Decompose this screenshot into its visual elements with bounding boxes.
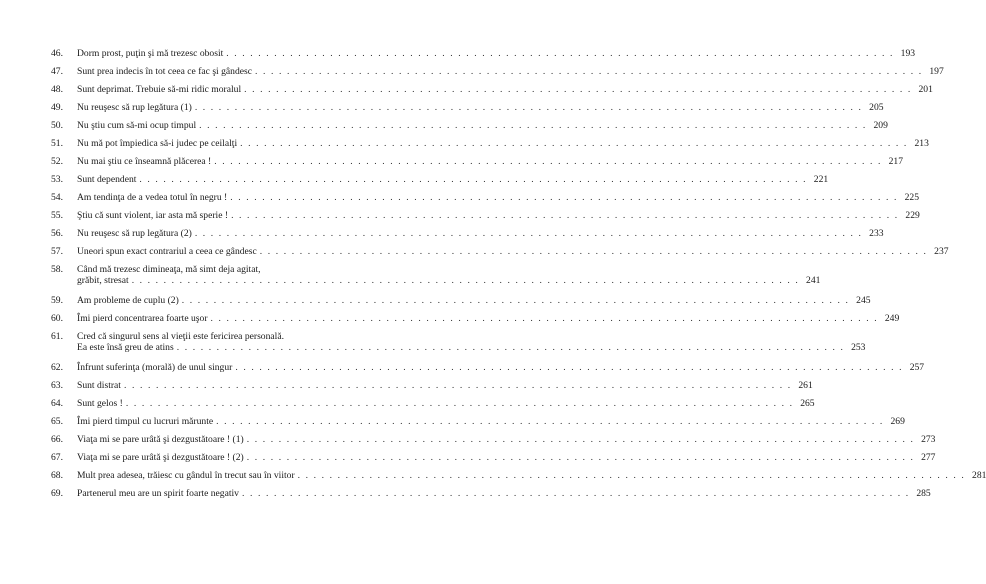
entry-number: 64.: [51, 398, 63, 409]
entry-title: Uneori spun exact contrariul a ceea ce gândesc: [77, 246, 257, 257]
page-number: 193: [900, 48, 916, 59]
entry-title: Partenerul meu are un spirit foarte negativ: [77, 488, 239, 499]
toc-entry: [51, 138, 929, 149]
dot-leader: . . . . . . . . . . . . . . . . . . . . . . . . . . . . . . . . . . . . . . . . . . . . . . . . . . . . . . . . . . . . . . . . . . . . . . . . . . . . . . . . . . . .: [246, 452, 915, 463]
dot-leader: . . . . . . . . . . . . . . . . . . . . . . . . . . . . . . . . . . . . . . . . . . . . . . . . . . . . . . . . . . . . . . . . . . . . . . . . . . . . . . . . . . . .: [181, 295, 850, 306]
dot-leader: . . . . . . . . . . . . . . . . . . . . . . . . . . . . . . . . . . . . . . . . . . . . . . . . . . . . . . . . . . . . . . . . . . . . . . . . . . . . . . . . . . . .: [176, 342, 845, 354]
entry-number: 63.: [51, 380, 63, 391]
dot-leader: . . . . . . . . . . . . . . . . . . . . . . . . . . . . . . . . . . . . . . . . . . . . . . . . . . . . . . . . . . . . . . . . . . . . . . . . . . . . . . . . . . . .: [240, 138, 908, 149]
entry-number: 68.: [51, 470, 63, 481]
page-number: 209: [873, 120, 888, 131]
entry-title: Nu reuşesc să rup legătura (2): [77, 228, 192, 239]
toc-entry: [51, 470, 986, 481]
dot-leader: . . . . . . . . . . . . . . . . . . . . . . . . . . . . . . . . . . . . . . . . . . . . . . . . . . . . . . . . . . . . . . . . . . . . . . . . . . . . . . . . . . . .: [123, 380, 792, 391]
entry-number: 62.: [51, 362, 63, 373]
toc-entry: [51, 452, 936, 463]
entry-number: 48.: [51, 84, 63, 95]
page-number: 277: [921, 452, 936, 463]
page-number: 205: [869, 102, 884, 113]
entry-title: Am tendinţa de a vedea totul în negru !: [77, 192, 228, 203]
entry-title: Dorm prost, puţin şi mă trezesc obosit: [77, 48, 224, 59]
toc-entry: [51, 174, 829, 185]
entry-title: Viaţa mi se pare urâtă şi dezgustătoare ! (2): [77, 452, 244, 463]
entry-title: Îmi pierd timpul cu lucruri mărunte: [77, 416, 214, 427]
entry-number: 61.: [51, 331, 63, 342]
toc-entry: [51, 434, 936, 445]
entry-number: 67.: [51, 452, 63, 463]
entry-number: 46.: [51, 48, 63, 59]
dot-leader: . . . . . . . . . . . . . . . . . . . . . . . . . . . . . . . . . . . . . . . . . . . . . . . . . . . . . . . . . . . . . . . . . . . . . . . . . . . . . . . . . . . .: [246, 434, 915, 445]
toc-entry: [51, 120, 888, 131]
toc-entry: [51, 380, 813, 391]
entry-number: 69.: [51, 488, 63, 499]
dot-leader: . . . . . . . . . . . . . . . . . . . . . . . . . . . . . . . . . . . . . . . . . . . . . . . . . . . . . . . . . . . . . . . . . . . . . . . . . . . . . . . . . . . .: [199, 120, 867, 131]
page-number: 273: [921, 434, 936, 445]
page-number: 269: [890, 416, 905, 427]
entry-number: 51.: [51, 138, 63, 149]
toc-entry: [51, 416, 905, 427]
toc-entry: [51, 102, 884, 113]
entry-number: 58.: [51, 264, 63, 275]
entry-number: 66.: [51, 434, 63, 445]
entry-number: 47.: [51, 66, 63, 77]
entry-title: Nu reuşesc să rup legătura (1): [77, 102, 192, 113]
entry-title: Sunt dependent: [77, 174, 137, 185]
page-number: 233: [869, 228, 884, 239]
entry-title: Viaţa mi se pare urâtă şi dezgustătoare ! (1): [77, 434, 244, 445]
dot-leader: . . . . . . . . . . . . . . . . . . . . . . . . . . . . . . . . . . . . . . . . . . . . . . . . . . . . . . . . . . . . . . . . . . . . . . . . . . . . . . . . . . . .: [259, 246, 928, 257]
toc-entry: [51, 331, 866, 354]
dot-leader: . . . . . . . . . . . . . . . . . . . . . . . . . . . . . . . . . . . . . . . . . . . . . . . . . . . . . . . . . . . . . . . . . . . . . . . . . . . . . . . . . . . .: [125, 398, 794, 409]
entry-number: 49.: [51, 102, 63, 113]
toc-entry: [51, 246, 949, 257]
page-number: 217: [888, 156, 904, 167]
page-number: 229: [905, 210, 920, 221]
entry-title: Sunt distrat: [77, 380, 121, 391]
page-number: 213: [914, 138, 929, 149]
entry-number: 65.: [51, 416, 63, 427]
entry-number: 53.: [51, 174, 63, 185]
entry-title: Când mă trezesc dimineaţa, mă simt deja agitat,: [77, 264, 261, 275]
dot-leader: . . . . . . . . . . . . . . . . . . . . . . . . . . . . . . . . . . . . . . . . . . . . . . . . . . . . . . . . . . . . . . . . . . . . . . . . . . . . . . . . . . . .: [230, 192, 899, 203]
entry-title: grăbit, stresat: [77, 275, 129, 287]
entry-title: Nu mai ştiu ce înseamnă plăcerea !: [77, 156, 212, 167]
entry-number: 54.: [51, 192, 63, 203]
dot-leader: . . . . . . . . . . . . . . . . . . . . . . . . . . . . . . . . . . . . . . . . . . . . . . . . . . . . . . . . . . . . . . . . . . . . . . . . . . . . . . . . . . . .: [241, 488, 910, 499]
dot-leader: . . . . . . . . . . . . . . . . . . . . . . . . . . . . . . . . . . . . . . . . . . . . . . . . . . . . . . . . . . . . . . . . . . . . . . . . . . . . . . . . . . . .: [210, 313, 879, 324]
page-number: 197: [929, 66, 944, 77]
entry-title: Sunt deprimat. Trebuie să-mi ridic moralul: [77, 84, 242, 95]
entry-title: Ştiu că sunt violent, iar asta mă sperie !: [77, 210, 229, 221]
dot-leader: . . . . . . . . . . . . . . . . . . . . . . . . . . . . . . . . . . . . . . . . . . . . . . . . . . . . . . . . . . . . . . . . . . . . . . . . . . . . . . . . . . . .: [255, 66, 923, 77]
dot-leader: . . . . . . . . . . . . . . . . . . . . . . . . . . . . . . . . . . . . . . . . . . . . . . . . . . . . . . . . . . . . . . . . . . . . . . . . . . . . . . . . . . . .: [131, 275, 800, 287]
entry-number: 50.: [51, 120, 63, 131]
entry-number: 59.: [51, 295, 63, 306]
toc-entry: [51, 192, 920, 203]
entry-title: Am probleme de cuplu (2): [77, 295, 179, 306]
toc-entry: [51, 228, 884, 239]
toc-entry: [51, 488, 931, 499]
toc-entry: [51, 295, 871, 306]
page-number: 253: [851, 342, 866, 354]
dot-leader: . . . . . . . . . . . . . . . . . . . . . . . . . . . . . . . . . . . . . . . . . . . . . . . . . . . . . . . . . . . . . . . . . . . . . . . . . . . . . . . . . . . .: [194, 102, 863, 113]
page-number: 225: [904, 192, 920, 203]
entry-title: Cred că singurul sens al vieţii este fericirea personală.: [77, 331, 284, 342]
toc-entry: [51, 313, 900, 324]
entry-title: Ea este însă greu de atins: [77, 342, 174, 354]
toc-entry: [51, 210, 920, 221]
entry-number: 60.: [51, 313, 63, 324]
toc-entry: [51, 48, 916, 59]
entry-title: Îmi pierd concentrarea foarte uşor: [77, 313, 208, 324]
dot-leader: . . . . . . . . . . . . . . . . . . . . . . . . . . . . . . . . . . . . . . . . . . . . . . . . . . . . . . . . . . . . . . . . . . . . . . . . . . . . . . . . . . . .: [214, 156, 883, 167]
entry-title: Înfrunt suferinţa (morală) de unul singur: [77, 362, 233, 373]
dot-leader: . . . . . . . . . . . . . . . . . . . . . . . . . . . . . . . . . . . . . . . . . . . . . . . . . . . . . . . . . . . . . . . . . . . . . . . . . . . . . . . . . . . .: [139, 174, 808, 185]
page-number: 281: [972, 470, 986, 481]
page-number: 221: [813, 174, 829, 185]
entry-title: Sunt gelos !: [77, 398, 123, 409]
dot-leader: . . . . . . . . . . . . . . . . . . . . . . . . . . . . . . . . . . . . . . . . . . . . . . . . . . . . . . . . . . . . . . . . . . . . . . . . . . . . . . . . . . . .: [226, 48, 895, 59]
page-number: 241: [806, 275, 821, 287]
entry-number: 56.: [51, 228, 63, 239]
dot-leader: . . . . . . . . . . . . . . . . . . . . . . . . . . . . . . . . . . . . . . . . . . . . . . . . . . . . . . . . . . . . . . . . . . . . . . . . . . . . . . . . . . . .: [194, 228, 863, 239]
entry-number: 55.: [51, 210, 63, 221]
page-number: 237: [934, 246, 949, 257]
page-number: 249: [884, 313, 900, 324]
toc-entry: [51, 362, 925, 373]
dot-leader: . . . . . . . . . . . . . . . . . . . . . . . . . . . . . . . . . . . . . . . . . . . . . . . . . . . . . . . . . . . . . . . . . . . . . . . . . . . . . . . . . . . .: [244, 84, 912, 95]
dot-leader: . . . . . . . . . . . . . . . . . . . . . . . . . . . . . . . . . . . . . . . . . . . . . . . . . . . . . . . . . . . . . . . . . . . . . . . . . . . . . . . . . . . .: [235, 362, 904, 373]
dot-leader: . . . . . . . . . . . . . . . . . . . . . . . . . . . . . . . . . . . . . . . . . . . . . . . . . . . . . . . . . . . . . . . . . . . . . . . . . . . . . . . . . . . .: [231, 210, 899, 221]
toc-entry: [51, 84, 933, 95]
entry-title: Nu mă pot împiedica să-i judec pe ceilalţi: [77, 138, 238, 149]
toc-entry: [51, 156, 904, 167]
entry-title: Mult prea adesea, trăiesc cu gândul în trecut sau în viitor: [77, 470, 295, 481]
page-number: 245: [856, 295, 871, 306]
toc-entry: [51, 398, 815, 409]
page-number: 265: [800, 398, 815, 409]
page-number: 201: [918, 84, 933, 95]
page-number: 285: [916, 488, 931, 499]
page-number: 261: [798, 380, 813, 391]
toc-entry: [51, 264, 821, 287]
entry-title: Nu ştiu cum să-mi ocup timpul: [77, 120, 197, 131]
dot-leader: . . . . . . . . . . . . . . . . . . . . . . . . . . . . . . . . . . . . . . . . . . . . . . . . . . . . . . . . . . . . . . . . . . . . . . . . . . . . . . . . . . . .: [216, 416, 884, 427]
entry-number: 57.: [51, 246, 63, 257]
page-number: 257: [909, 362, 925, 373]
dot-leader: . . . . . . . . . . . . . . . . . . . . . . . . . . . . . . . . . . . . . . . . . . . . . . . . . . . . . . . . . . . . . . . . . . . . . . . . . . . . . . . . . . . .: [297, 470, 966, 481]
entry-title: Sunt prea indecis în tot ceea ce fac şi gândesc: [77, 66, 253, 77]
toc-entry: [51, 66, 944, 77]
entry-number: 52.: [51, 156, 63, 167]
